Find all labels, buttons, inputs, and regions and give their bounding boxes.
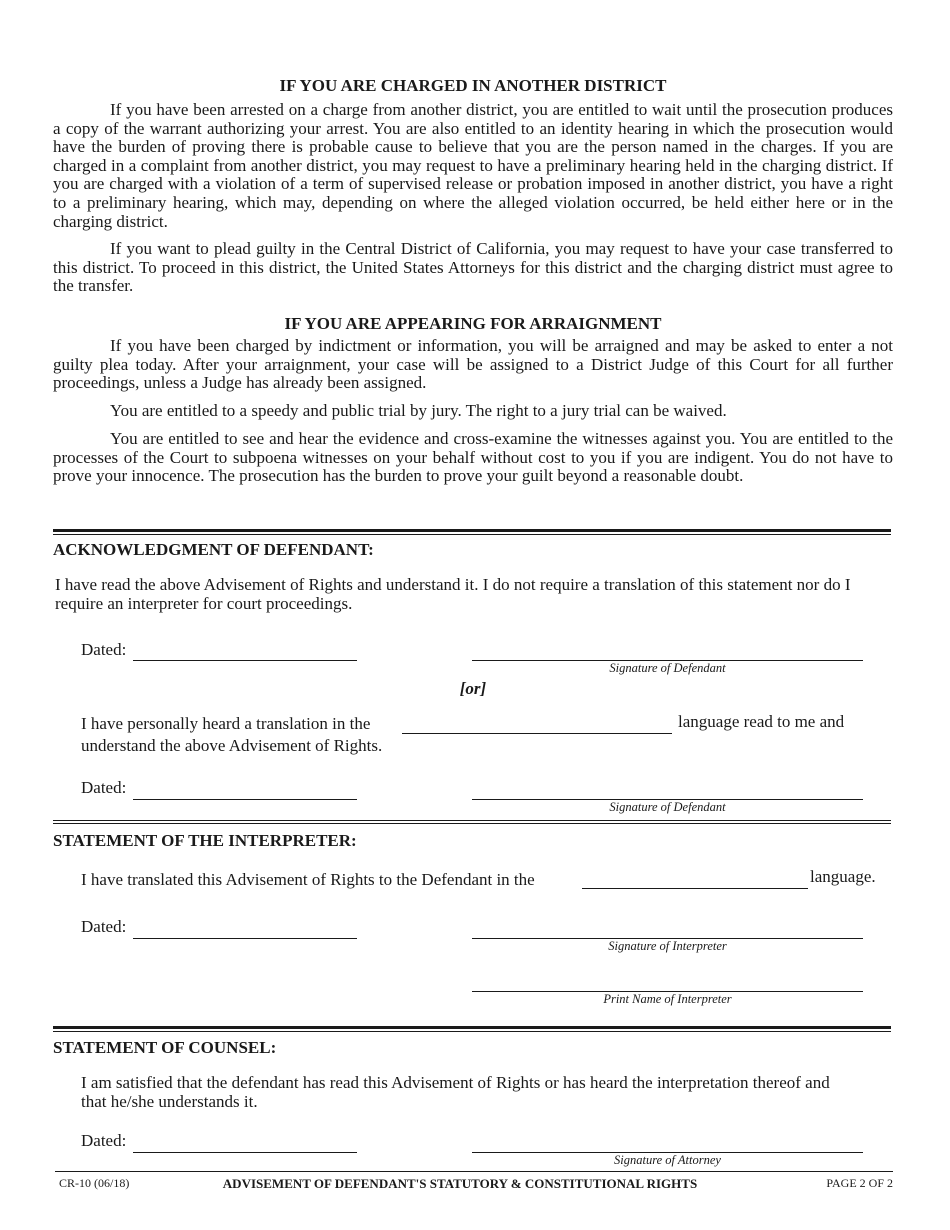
paragraph-plead-guilty: If you want to plead guilty in the Central District of California, you may request to have your case transferred to this district. To proceed in this district, the United States Attorneys for this district and the charging district must agree to the transfer.	[53, 239, 893, 296]
language-line-interpreter[interactable]	[582, 888, 808, 889]
section-divider-counsel	[53, 1026, 891, 1032]
interpreter-text-post: language.	[810, 867, 876, 886]
translation-text-pre: I have personally heard a translation in the	[81, 714, 371, 733]
interpreter-title: STATEMENT OF THE INTERPRETER:	[53, 831, 357, 850]
signature-caption-defendant-2: Signature of Defendant	[609, 800, 726, 814]
section-heading-arraignment: IF YOU ARE APPEARING FOR ARRAIGNMENT	[284, 314, 662, 333]
interpreter-text-pre: I have translated this Advisement of Rights to the Defendant in the	[81, 870, 535, 889]
paragraph-arraignment: If you have been charged by indictment or information, you will be arraigned and may be asked to enter a not guilty plea today. After your arraignment, your case will be assigned to a District Judge of this Court for all further proceedings, unless a Judge has already been assigned.	[53, 336, 893, 393]
counsel-text: I am satisfied that the defendant has read this Advisement of Rights or has heard the interpretation thereof and that he/she understands it.	[81, 1073, 830, 1111]
date-line-defendant-2[interactable]	[133, 799, 357, 800]
translation-text-post: language read to me and	[678, 712, 845, 731]
paragraph-evidence: You are entitled to see and hear the evidence and cross-examine the witnesses against you. You are entitled to the processes of the Court to subpoena witnesses on your behalf without cost to you if you are indigent. You do not have to prove your innocence. The prosecution has the burden to prove your guilt beyond a reasonable doubt.	[53, 429, 893, 486]
paragraph-another-district: If you have been arrested on a charge from another district, you are entitled to wait until the prosecution produces a copy of the warrant authorizing your arrest. You are also entitled to an identity hearing in which the prosecution would have the burden of proving there is probable cause to believe that you are the person named in the charges. If you are charged in a complaint from another district, you may request to have a preliminary hearing held in the charging district. If you are charged with a violation of a term of supervised release or probation imposed in another district, you have a right to a preliminary hearing, which may, depending on where the alleged violation occurred, be held either here or in the charging district.	[53, 100, 893, 231]
footer-rule	[55, 1171, 893, 1172]
signature-caption-interpreter: Signature of Interpreter	[608, 939, 727, 953]
interpreter-dated-label: Dated:	[81, 917, 127, 936]
signature-caption-attorney: Signature of Attorney	[614, 1153, 721, 1167]
section-divider	[53, 529, 891, 535]
dated-label: Dated:	[81, 640, 127, 659]
paragraph-jury-trial: You are entitled to a speedy and public trial by jury. The right to a jury trial can be waived.	[110, 401, 727, 420]
counsel-dated-label: Dated:	[81, 1131, 127, 1150]
acknowledgment-title: ACKNOWLEDGMENT OF DEFENDANT:	[53, 540, 374, 559]
counsel-title: STATEMENT OF COUNSEL:	[53, 1038, 277, 1057]
section-divider-interpreter	[53, 820, 891, 824]
date-line-interpreter[interactable]	[133, 938, 357, 939]
date-line-counsel[interactable]	[133, 1152, 357, 1153]
section-heading-another-district: IF YOU ARE CHARGED IN ANOTHER DISTRICT	[279, 76, 667, 95]
footer-title: ADVISEMENT OF DEFENDANT'S STATUTORY & CONSTITUTIONAL RIGHTS	[222, 1176, 698, 1191]
translation-text-line2: understand the above Advisement of Rights.	[81, 736, 383, 755]
footer-form-id: CR-10 (06/18)	[59, 1176, 130, 1190]
dated-label-2: Dated:	[81, 778, 127, 797]
date-line-defendant[interactable]	[133, 660, 357, 661]
or-label: [or]	[459, 679, 487, 698]
signature-caption-defendant: Signature of Defendant	[609, 661, 726, 675]
footer-page-number: PAGE 2 OF 2	[826, 1176, 893, 1190]
print-name-caption-interpreter: Print Name of Interpreter	[603, 992, 732, 1006]
acknowledgment-text: I have read the above Advisement of Rights and understand it. I do not require a translation of this statement nor do I require an interpreter for court proceedings.	[55, 575, 851, 613]
language-line-defendant[interactable]	[402, 733, 672, 734]
